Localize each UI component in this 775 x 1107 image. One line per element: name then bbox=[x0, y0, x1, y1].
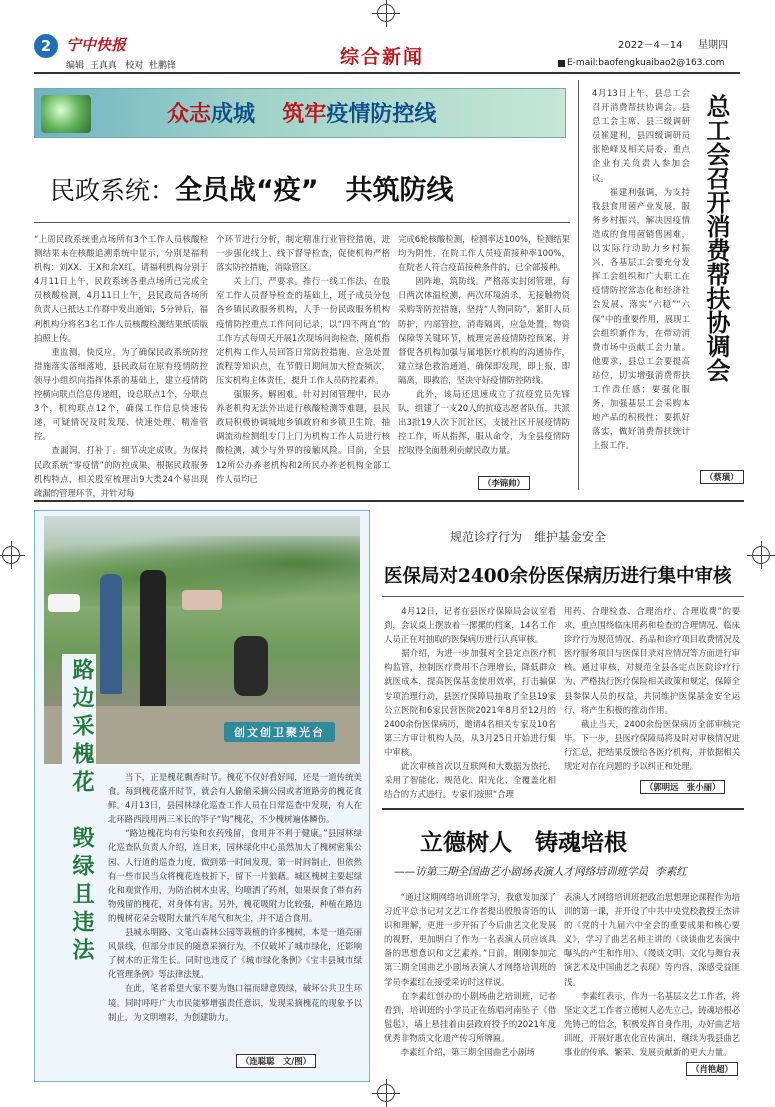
sidebar-body: 4月13日上午，县总工会召开消费帮扶协调会。县总工会主席、县三级调研员崔建利，县四级调研员张艳峰及相关局委、重点企业有关负责人参加会议。 崔建利强调，为支持我县食用菌产业发展，服务乡村振兴，解决因疫情造成的食用菌销售困难，以实际行动助力乡村振兴，各基层工会要充分发挥工会组织和广大职工在疫情防控常态化和经济社会发展、落实“六稳”“六保”中的重要作用，展现工会组织新作为，在带动消费市场中贡献工会力量。他要求，县总工会要提高站位，切实增强消费帮扶工作责任感；要强化服务，加强基层工会采购本地产品的积极性；要抓好落实，做好消费帮扶统计上报工作。 bbox=[592, 88, 690, 451]
issue-weekday: 星期四 bbox=[698, 40, 728, 51]
photo-person-left bbox=[100, 574, 122, 694]
feature-body: 当下，正是槐花飘香时节。槐花不仅好看好闻，还是一道传统美食。每到槐花盛开时节，就会有人偷偷采摘公园或者道路旁的槐花食鲜。4月13日，县园林绿化巡查工作人员在日常巡查中发现，有人在北环路西段用两三米长的竿子“钩”槐花，不少槐树遍体鳞伤。 “路边槐花均有污染和农药残留，食用并不利于健康。”县园林绿化巡查队负责人介绍，连日来，园林绿化中心虽然加大了槐树密集公园、人行道的巡查力度，做到第一时间发现，第一时间制止，但依然有一些市民当众将槐花连枝折下，留下一片狼藉。城区槐树主要起绿化和观赏作用，为防治树木虫害，均喷洒了药剂，如果误食了带有药物残留的槐花，对身体有害。另外，槐花吸附力比较强，种植在路边的槐树花朵会吸附大量汽车尾气和灰尘，并不适合食用。 县城永明路、文笔山森林公园等栽植的许多槐树，本是一道亮丽风景线，但部分市民的随意采摘行为，不仅破坏了城市绿化，还影响了树木的正常生长。同时也违反了《城市绿化条例》《宝丰县城市绿化管理条例》等法律法规。 在此，笔者希望大家不要为饱口福而肆意毁绿，破坏公共卫生环境。同时呼吁广大市民能够增强责任意识，发现采摘槐花的现象予以制止，为文明增彩，为创建助力。 bbox=[108, 772, 362, 1022]
article1-headline bbox=[50, 168, 454, 207]
section-divider bbox=[34, 500, 744, 502]
email-square-icon bbox=[558, 60, 565, 67]
registration-mark-top bbox=[377, 4, 395, 22]
banner-virus-graphic bbox=[41, 95, 91, 133]
photo-caption: 创文创卫聚光台 bbox=[224, 722, 335, 742]
article1-rule bbox=[34, 222, 570, 223]
issue-date: 2022－4－14 bbox=[618, 40, 683, 51]
registration-mark-left bbox=[2, 546, 20, 564]
registration-mark-bottom bbox=[377, 1084, 395, 1102]
page-number-badge: 2 bbox=[34, 34, 58, 58]
contact-email: E-mail:baofengkuaibao2@163.com bbox=[567, 58, 725, 68]
article1-column-3: 完成6轮核酸检测，检测率达100%，检测结果均为阴性，在院工作人员疫苗接种率100%，在院老人符合疫苗接种条件的，已全部接种。 固阵地，筑防线。严格落实封闭管理，每日两次体温检测，两次环境消杀，无接触物资采购等防控措施，坚持“人物同防”，紧盯人员防护，内部管控，消毒隔离，应急处置，物资保障等关键环节，梳理完善疫情防控预案，并督促各机构加强与属地医疗机构的沟通协作，建立绿色救治通道，确保即发现，即上报，即隔离，即救治，坚决守好疫情防控防线。 此外，该局还迅速成立了抗疫党员先锋队，组建了一支20人的抗疫志愿者队伍，共派出3批19人次下沉社区，支援社区开展疫情防控工作，听从指挥，服从命令，为全县疫情防控取得全面胜利贡献民政力量。 bbox=[398, 234, 570, 456]
article3-column-2: 表演人才网络培训班把政治思想理论课程作为培训的第一课，并开设了中共中央党校教授王杰讲的《党的十九届六中全会的重要成果和核心要义》，学习了曲艺名师主讲的《谈谈曲艺表演中曝头的产生和作用》、《漫谈文明、文化与舞台表演艺术及中国曲艺之表现》等内容，深感受益匪浅。 李素红表示，作为一名基层文艺工作者，将坚定文艺工作者立德树人必先立己，铸魂培根必先铸己的信念，积极发挥自身作用，办好曲艺培训班，开展好惠农化宣传演出，继续为我县曲艺事业的传承、繁荣、发展贡献新的更大力量。 bbox=[564, 892, 740, 1058]
article2-kicker: 规范诊疗行为 维护基金安全 bbox=[450, 530, 607, 544]
photo-person-crouching bbox=[234, 636, 268, 696]
article1-column-1: “上周民政系统重点场所有3个工作人员核酸检测结果未在核酸追溯系统中显示，分别是福利机构：刘XX、王X和余X红，请福利机构分别于4月11日上午，民政系统各重点场所已完成全员核酸检测，4月11日上午，县民政局各场所负责人已抵达工作群中发出通知，5分钟后，福利机构分将名3名工作人员核酸检测结果纸质版拍照上传。 重监测，快反应。为了确保民政系统防控措施落实落细落地，县民政局在原有疫情防控领导小组织向指挥体系的基础上，建立疫情防控横向联点信息传递组，设总联点1个，分联点3个，机构联点12个，确保工作信息快速传递，可疑情况及时发现、快速处理、精准管控。 查漏洞，打补丁。细节决定成败。为保持民政系统“零疫情”的防控成果，根据民政服务机构特点，相关股室梳理出9大类24个易出现疏漏的管理环节，并针对每 bbox=[34, 234, 208, 498]
article3-column-1: “通过这期网络培训班学习，我愈发加深了习近平总书记对文艺工作者提出殷殷寄语的认识和理解，更进一步开拓了今后曲艺文化发展的视野，更加明白了作为一名表演人员应该具备的思想意识和文艺素养。”日前，刚刚参加完第三期全国曲艺小剧场表演人才网络培训班的学员李素红在接受采访时这样说。 在李素红创办的小剧场曲艺培训班，记者看到，培训班的小学员正在练唱河南坠子《借髢髢》，墙上悬挂着由县政府授予的2021年度优秀非物质文化遗产传习所牌匾。 李素红介绍，第三期全国曲艺小剧场 bbox=[384, 892, 556, 1058]
article2-rule bbox=[382, 596, 744, 597]
photo-car-white bbox=[48, 594, 80, 612]
feature-author: （连聪聪 文/图） bbox=[236, 1054, 316, 1068]
article1-author: （李锦帅） bbox=[478, 476, 530, 490]
article1-headline-prefix: 民政系统： bbox=[50, 176, 176, 205]
banner-part4: 疫情防控线 bbox=[326, 102, 437, 127]
photo-car-red bbox=[182, 590, 222, 610]
paper-name: 宁中快报 bbox=[66, 36, 127, 54]
article3-subhead: ——访第三期全国曲艺小剧场表演人才网络培训班学员 李素红 bbox=[394, 866, 687, 878]
registration-mark-right bbox=[752, 546, 770, 564]
sidebar-headline: 总工会召开消费帮扶协调会 bbox=[702, 94, 730, 382]
article1-headline-main: 全员战“疫” 共筑防线 bbox=[175, 175, 454, 206]
header-rule bbox=[34, 72, 740, 74]
article3-headline: 立德树人 铸魂培根 bbox=[420, 829, 627, 856]
article1-column-2: 个环节进行分析，制定精准行业管控措施，进一步强化线上、线下督导检查，促使机构严格落实防控措施，消除管区。 关上门，严要求。推行一线工作法，在股室工作人员督导检查的基础上，班子成员分包各乡镇民政服务机构，人手一份民政服务机构疫情防控重点工作问问记录，以“四不两直”的工作方式每周天开展1次现场问询检查，随机指定机构工作人员回答日常防控措施，应急处置流程等知识点，在节假日期间加大检查频次，压实机构主体责任，提升工作人员防控素养。 强服务，解困难。针对封闭管理中，民办养老机构无法外出进行核酸检测等难题，县民政局积极协调城地乡镇政府和乡镇卫生院，抽调流动检测组专门上门为机构工作人员进行核酸检测，减少与外界的接触风险。目前，全县12所公办养老机构和2所民办养老机构全部工作人员均已 bbox=[216, 234, 390, 484]
photo-person-center bbox=[140, 570, 166, 720]
staff-credits: 编辑 王真真 校对 杜鹏锋 bbox=[66, 61, 177, 71]
banner-part3: 筑牢 bbox=[282, 102, 327, 127]
article3-top-rule bbox=[382, 808, 744, 810]
article2-author: （郭明远 张小丽） bbox=[640, 780, 725, 794]
feature-vertical-title: 路边采槐花 毁绿且违法 bbox=[62, 654, 96, 994]
article2-column-1: 4月12日，记者在县医疗保障局会议室看到，会议桌上摆放着一摞摞的档案，14名工作人员正在对抽取的医保病历进行认真审核。 据介绍，为进一步加强对全县定点医疗机构监管，控制医疗费用不合理增长，降低群众就医成本，提高医保基金使用效率，打击骗保专项治理行动，县医疗保障局抽取了全县19家公立医院和6家民营医院2021年8月至12月的2400余份医保病历，邀请4名相关专家及10名第三方审计机构人员，从3月25日开始进行集中审核。 此次审核首次以互联网和大数据为依托，采用了智能化、规范化、阳光化、全覆盖化相结合的方式进行。专家们按照“合理 bbox=[384, 606, 556, 800]
sidebar-author: （蔡璜） bbox=[700, 470, 744, 484]
section-title: 综合新闻 bbox=[340, 46, 425, 68]
article3-author: （肖艳超） bbox=[686, 1062, 738, 1076]
article2-column-2: 用药、合理检查、合理治疗、合理收费”的要求，重点围绕临床用药和检查的合理情况、临床诊疗行为规范情况、药品和诊疗项目收费情况及医疗服务项目与医保目录对应情况等方面进行审核。通过审核，对规范全县各定点医院诊疗行为、严格执行医疗保险相关政策和规定，保障全县参保人员的权益，共同维护医保基金安全运行，将产生积极的推动作用。 截止当天，2400余份医保病历全部审核完毕。下一步，县医疗保障局将及时对审核情况进行汇总，把结果反馈给各医疗机构，并依据相关规定对存在问题的予以纠正和处理。 bbox=[564, 606, 740, 772]
banner bbox=[34, 88, 566, 138]
banner-part1: 众志 bbox=[167, 102, 212, 127]
article2-headline: 医保局对2400余份医保病历进行集中审核 bbox=[384, 566, 732, 587]
banner-part2: 成城 bbox=[211, 102, 256, 127]
